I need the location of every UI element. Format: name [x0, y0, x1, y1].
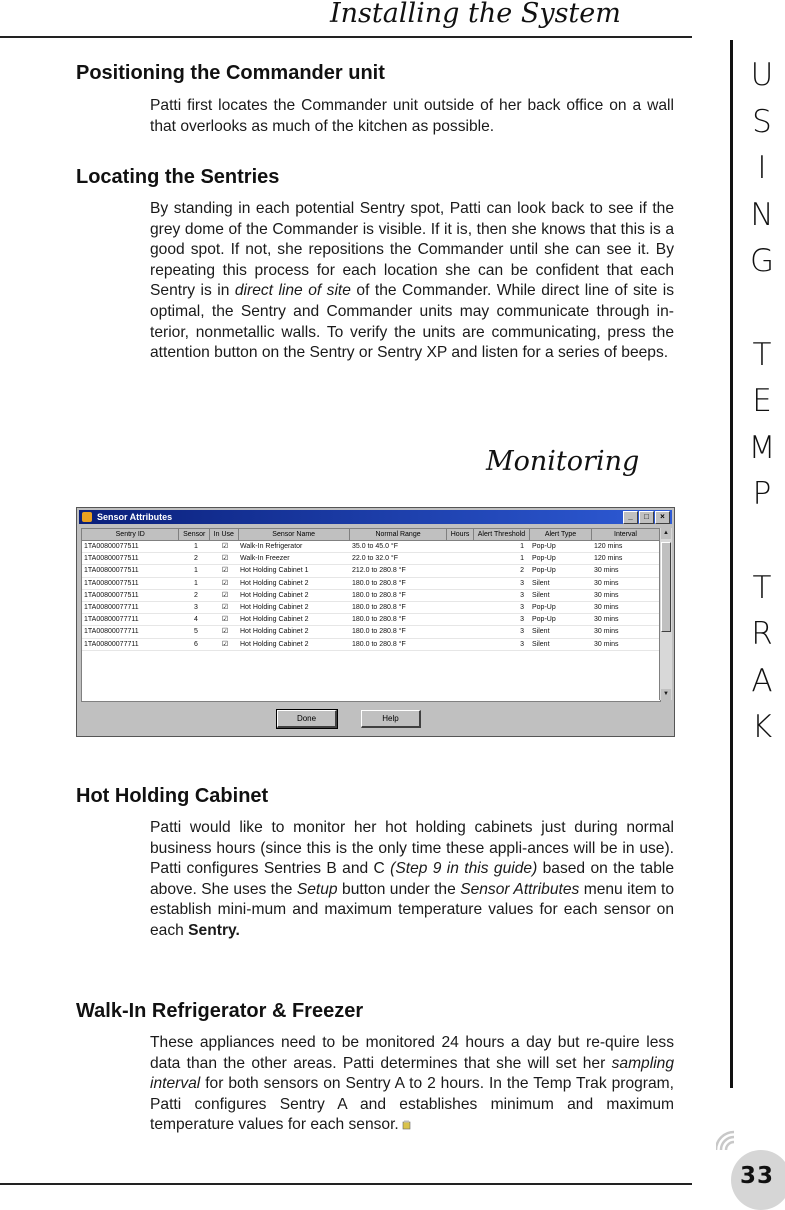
emphasis: (Step 9 in this guide) [390, 860, 538, 878]
table-row[interactable] [82, 541, 660, 553]
table-cell: Pop-Up [532, 616, 556, 624]
table-cell[interactable]: ☑ [221, 640, 229, 648]
side-rule [730, 40, 733, 1088]
table-cell: Walk-In Refrigerator [240, 543, 303, 550]
table-cell: 120 mins [594, 543, 623, 550]
para-positioning: Patti first locates the Commander unit outside of her back office on a wall that overlooks as much of the kitchen as possible. [150, 97, 674, 135]
grid-header [82, 529, 660, 541]
table-row[interactable] [82, 602, 660, 614]
column-header[interactable]: Alert Type [530, 529, 592, 540]
column-header[interactable]: Sentry ID [82, 529, 179, 540]
table-cell [448, 565, 474, 576]
table-cell: 1TA00800077511 [84, 543, 139, 550]
window-controls [623, 511, 670, 524]
vertical-letter: E [752, 383, 772, 420]
column-header[interactable]: Interval [592, 529, 660, 540]
table-cell: 180.0 to 280.8 °F [352, 603, 406, 611]
table-cell: Silent [532, 628, 550, 636]
table-cell: 1TA00800077711 [84, 603, 139, 611]
vertical-letter: M [748, 429, 776, 466]
minimize-icon[interactable]: _ [623, 511, 638, 524]
grid-body [82, 541, 660, 651]
sensor-grid [81, 528, 661, 702]
heading-positioning: Positioning the Commander unit [76, 62, 385, 84]
emphasis: Sensor Attributes [460, 880, 580, 898]
close-icon[interactable]: × [655, 511, 670, 524]
table-cell: 6 [194, 640, 198, 648]
scroll-down-icon[interactable]: ▼ [661, 689, 671, 700]
done-button[interactable]: Done [277, 710, 337, 728]
table-cell: 30 mins [594, 591, 619, 599]
table-cell [448, 578, 474, 589]
table-cell: 3 [520, 616, 524, 624]
table-cell[interactable]: ☑ [221, 543, 229, 550]
column-header[interactable]: In Use [210, 529, 239, 540]
vertical-title [742, 52, 782, 751]
table-cell: Hot Holding Cabinet 2 [240, 640, 309, 648]
table-cell: 1TA00800077511 [84, 579, 139, 587]
text: based on the table above. She uses the [150, 860, 674, 898]
emphasis: sampling interval [150, 1054, 674, 1093]
table-cell: Pop-Up [532, 555, 556, 563]
text: By standing in each potential Sentry spot, Patti can look back to see if the grey dome of the Commander is visible. If it is, then she knows that this is a good spot. If not, she repositions the Commander until she can see it. By repeating this process for each location she can be confident that each Sentry is in [150, 200, 674, 300]
table-cell [448, 626, 474, 637]
vertical-letter: S [752, 103, 772, 140]
table-cell[interactable]: ☑ [221, 579, 229, 587]
table-cell: Silent [532, 579, 550, 587]
vertical-scrollbar[interactable] [659, 528, 672, 700]
column-header[interactable]: Alert Threshold [474, 529, 530, 540]
table-cell: 4 [194, 616, 198, 624]
table-cell: 120 mins [594, 555, 623, 563]
table-cell[interactable]: ☑ [221, 603, 229, 611]
table-cell [448, 541, 474, 552]
table-cell: 3 [520, 591, 524, 599]
table-row[interactable] [82, 639, 660, 651]
table-cell: 1TA00800077711 [84, 628, 139, 636]
table-cell: Pop-Up [532, 603, 556, 611]
top-rule [0, 36, 692, 38]
para-walkin [150, 1033, 674, 1136]
table-cell: Hot Holding Cabinet 2 [240, 616, 309, 624]
table-cell: 3 [520, 628, 524, 636]
vertical-letter: T [752, 569, 772, 606]
emphasis: direct line of site [234, 282, 351, 300]
table-cell: 1TA00800077711 [84, 616, 139, 624]
table-cell: 30 mins [594, 603, 619, 611]
table-cell[interactable]: ☑ [221, 616, 229, 624]
vertical-letter: T [752, 336, 772, 373]
table-cell: 1 [194, 579, 198, 587]
table-cell: 212.0 to 280.8 °F [352, 567, 406, 575]
heading-hot-holding: Hot Holding Cabinet [76, 785, 269, 807]
table-cell: 180.0 to 280.8 °F [352, 591, 406, 599]
para-hot-holding [150, 818, 674, 942]
vertical-letter: I [757, 150, 767, 187]
table-cell: 3 [520, 579, 524, 587]
table-row[interactable] [82, 553, 660, 565]
table-row[interactable] [82, 565, 660, 577]
text: of the Commander. While direct line of site is optimal, the Sentry and Commander units may communicate through in-terior, nonmetallic walls. To verify the units are communicating, press the attention button on the Sentry or Sentry XP and listen for a series of beeps. [150, 282, 674, 362]
table-cell: 1TA00800077511 [84, 555, 139, 563]
window-titlebar [79, 510, 672, 524]
table-cell: 30 mins [594, 616, 619, 624]
table-cell: Hot Holding Cabinet 2 [240, 603, 309, 611]
table-row[interactable] [82, 590, 660, 602]
vertical-letter: A [751, 662, 773, 699]
table-cell: 180.0 to 280.8 °F [352, 640, 406, 648]
table-cell [448, 602, 474, 613]
page-number: 33 [740, 1163, 775, 1189]
window-title: Sensor Attributes [97, 512, 173, 522]
table-cell [448, 553, 474, 564]
heading-locating: Locating the Sentries [76, 166, 280, 188]
table-cell: 1 [520, 555, 524, 563]
section-title: Installing the System [330, 0, 621, 29]
table-cell: 5 [194, 628, 198, 636]
table-cell: Hot Holding Cabinet 2 [240, 591, 309, 599]
table-cell: 1 [194, 567, 198, 575]
table-row[interactable] [82, 578, 660, 590]
table-cell [448, 614, 474, 625]
table-row[interactable] [82, 614, 660, 626]
text: Patti would like to monitor her hot holding cabinets just during normal business hours (since this is the only time these appli-ances will be in use). Patti configures Sentries B and C [150, 819, 674, 878]
strong-text: Sentry. [188, 921, 240, 939]
table-cell: 35.0 to 45.0 °F [352, 543, 398, 550]
monitoring-title: Monitoring [486, 446, 640, 477]
table-cell: 2 [520, 567, 524, 575]
vertical-letter: R [751, 616, 773, 653]
text: button under the [337, 880, 461, 898]
table-cell: 3 [520, 603, 524, 611]
vertical-letter: U [750, 57, 774, 93]
table-cell: 2 [194, 591, 198, 599]
maximize-icon[interactable]: □ [639, 511, 654, 524]
text: These appliances need to be monitored 24 hours a day but re-quire less data than the other areas. Patti determines that she will set her [150, 1034, 674, 1072]
table-cell [448, 590, 474, 601]
text: menu item to establish mini-mum and maximum temperature values for each sensor on each [150, 880, 675, 939]
vertical-letter: P [752, 476, 772, 513]
table-cell: 180.0 to 280.8 °F [352, 628, 406, 636]
column-header[interactable]: Sensor Name [239, 529, 350, 540]
table-cell: 30 mins [594, 567, 619, 575]
app-icon [82, 512, 92, 522]
table-row[interactable] [82, 626, 660, 638]
column-header[interactable]: Normal Range [350, 529, 447, 540]
end-mark-icon [402, 1120, 411, 1130]
table-cell: Hot Holding Cabinet 1 [240, 567, 309, 575]
table-cell: 3 [520, 640, 524, 648]
table-cell[interactable]: ☑ [221, 555, 229, 563]
table-cell: Walk-In Freezer [240, 555, 290, 563]
sensor-attributes-window [76, 507, 675, 737]
table-cell: 180.0 to 280.8 °F [352, 579, 406, 587]
vertical-letter: N [750, 196, 774, 233]
table-cell: 30 mins [594, 640, 619, 648]
column-header[interactable]: Sensor [179, 529, 210, 540]
table-cell: 1TA00800077511 [84, 567, 139, 575]
table-cell: Silent [532, 640, 550, 648]
heading-walkin: Walk-In Refrigerator & Freezer [76, 1000, 364, 1022]
signal-waves-icon [716, 1116, 756, 1156]
bottom-rule [0, 1183, 692, 1185]
table-cell: 3 [194, 603, 198, 611]
table-cell: 30 mins [594, 579, 619, 587]
table-cell: 1TA00800077511 [84, 591, 139, 599]
vertical-letter: K [751, 709, 773, 746]
table-cell[interactable]: ☑ [221, 628, 229, 636]
table-cell: 1 [194, 543, 198, 550]
scroll-up-icon[interactable]: ▲ [661, 528, 671, 539]
table-cell[interactable]: ☑ [221, 591, 229, 599]
text: for both sensors on Sentry A to 2 hours. In the Temp Trak program, Patti configures Sentry A and establishes minimum and maximum temperature values for each sensor. [150, 1075, 674, 1134]
table-cell: 22.0 to 32.0 °F [352, 555, 398, 563]
table-cell: Pop-Up [532, 543, 556, 550]
table-cell: Pop-Up [532, 567, 556, 575]
table-cell: 1 [520, 543, 524, 550]
help-button[interactable]: Help [361, 710, 421, 728]
table-cell: Hot Holding Cabinet 2 [240, 628, 309, 636]
table-cell: Silent [532, 591, 550, 599]
emphasis: Setup [296, 880, 338, 898]
table-cell: Hot Holding Cabinet 2 [240, 579, 309, 587]
column-header[interactable]: Hours [447, 529, 474, 540]
table-cell: 180.0 to 280.8 °F [352, 616, 406, 624]
table-cell: 30 mins [594, 628, 619, 636]
scroll-thumb[interactable] [661, 542, 671, 632]
table-cell: 2 [194, 555, 198, 563]
table-cell[interactable]: ☑ [221, 567, 229, 575]
table-cell: 1TA00800077711 [84, 640, 139, 648]
vertical-letter: G [749, 243, 775, 280]
para-locating [150, 199, 674, 364]
table-cell [448, 639, 474, 650]
